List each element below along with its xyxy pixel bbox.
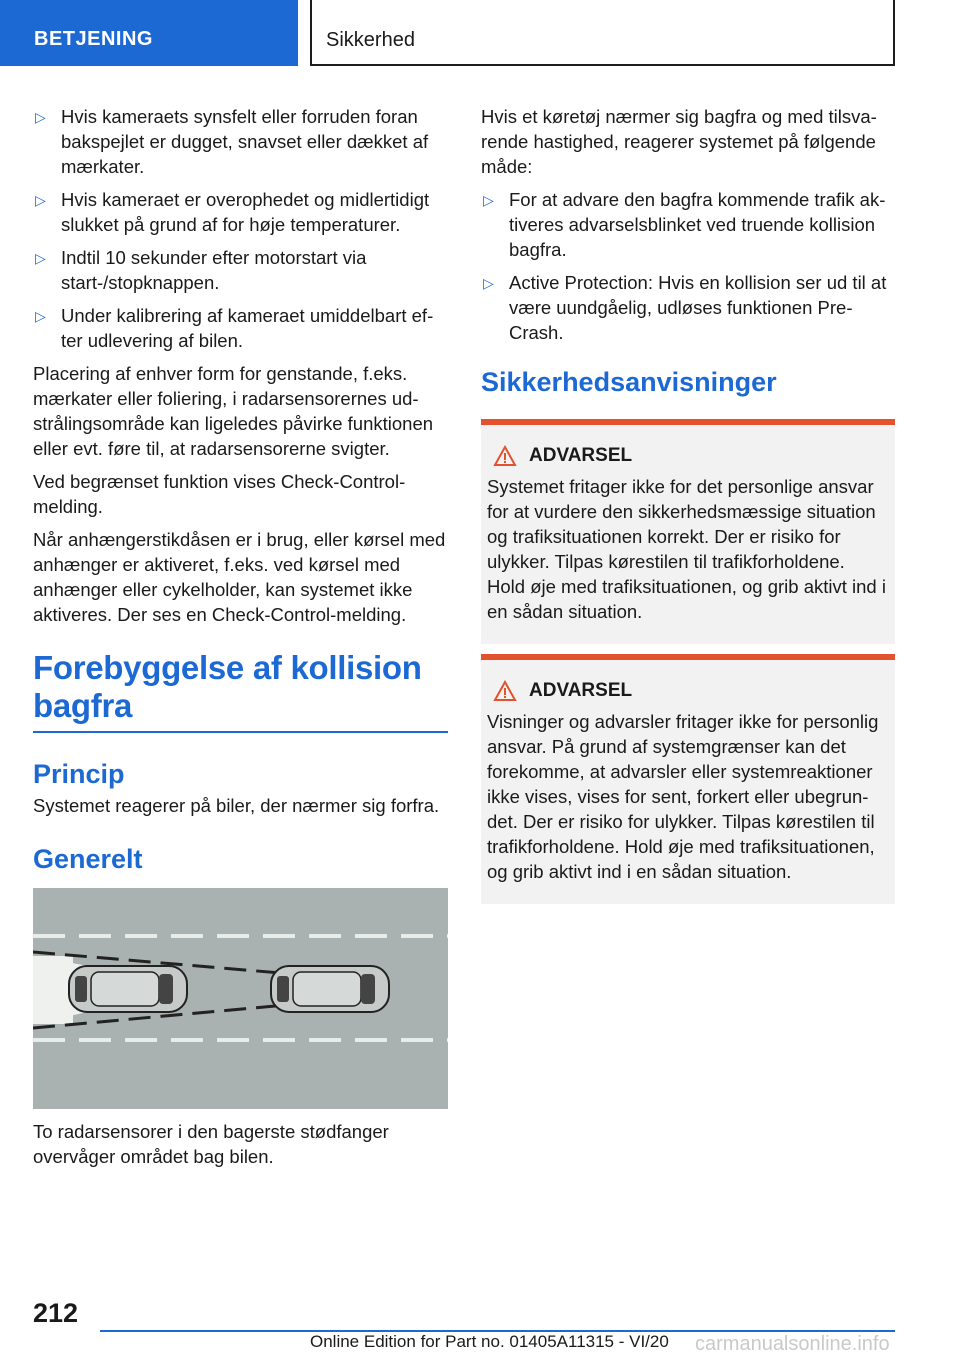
- triangle-right-icon: ▷: [35, 308, 46, 324]
- warning-title: ADVARSEL: [529, 445, 633, 466]
- right-column: [481, 104, 895, 914]
- warning-triangle-icon: [493, 680, 517, 702]
- warning-text: Visninger og advarsler fritager ikke for personlig ansvar. På grund af systemgrænser kan det forekomme, at advarsler eller systemreaktioner ikke vises, vises for sent, forkert eller ubegrundet. Der er risiko for ulykker. Tilpas kørestilen til trafikforholdene. Hold øje med trafiksituationen, og grib aktivt ind i en sådan situation.: [487, 711, 879, 882]
- page-number: 212: [33, 1298, 79, 1328]
- paragraph: Placering af enhver form for genstande, f.eks. mærkater eller foliering, i radarsensorernes udstrålingsområde kan ligeledes påvirke funktionen eller evt. føre til, at radarsensorerne svigter.: [33, 363, 434, 459]
- general-heading: Generelt: [33, 844, 143, 874]
- paragraph: Når anhængerstikdåsen er i brug, eller kørsel med anhænger er aktiveret, f.eks. ved kørsel med anhænger eller cykelholder, kan systemet ikke aktiveres. Der ses en Check-Control-melding.: [33, 529, 446, 625]
- section-heading: Forebyggelse af kollision bagfra: [33, 649, 448, 733]
- radar-illustration: [33, 888, 448, 1109]
- chapter-title: Sikkerhed: [310, 0, 895, 66]
- car-icon: [69, 966, 187, 1012]
- bullet-list: [481, 187, 895, 345]
- triangle-right-icon: ▷: [483, 192, 494, 208]
- watermark: carmanualsonline.info: [695, 1333, 890, 1355]
- paragraph: Ved begrænset funktion vises Check-Control-melding.: [33, 471, 406, 517]
- radar-diagram: [33, 888, 448, 1109]
- page-header: [0, 0, 960, 66]
- car-icon: [271, 966, 389, 1012]
- section-tab[interactable]: BETJENING: [0, 0, 298, 66]
- warning-box: [481, 654, 895, 904]
- intro-paragraph: Hvis et køretøj nærmer sig bagfra og med tilsvarende hastighed, reagerer systemet på følgende måde:: [481, 106, 877, 177]
- warning-title: ADVARSEL: [529, 680, 633, 701]
- list-item: ▷ Under kalibrering af kameraet umiddelbart efter udlevering af bilen.: [35, 305, 434, 351]
- left-column: [33, 104, 448, 1169]
- list-item: ▷ Indtil 10 sekunder efter motorstart via start-/stopknappen.: [35, 247, 367, 293]
- warning-triangle-icon: [493, 445, 517, 467]
- warning-box: [481, 419, 895, 644]
- triangle-right-icon: ▷: [483, 275, 494, 291]
- list-item: ▷ Active Protection: Hvis en kollision ser ud til at være uundgåelig, udløses funktionen Pre-Crash.: [483, 272, 887, 343]
- principle-text: Systemet reagerer på biler, der nærmer sig forfra.: [33, 795, 440, 816]
- triangle-right-icon: ▷: [35, 192, 46, 208]
- figure-caption: To radarsensorer i den bagerste stødfanger overvåger området bag bilen.: [33, 1121, 389, 1167]
- list-item: ▷ Hvis kameraet er overophedet og midlertidigt slukket på grund af for høje temperaturer.: [35, 189, 430, 235]
- principle-heading: Princip: [33, 759, 125, 789]
- triangle-right-icon: ▷: [35, 109, 46, 125]
- list-item: ▷ Hvis kameraets synsfelt eller forruden foran bakspejlet er dugget, snavset eller dækket af mærkater.: [35, 106, 429, 177]
- triangle-right-icon: ▷: [35, 250, 46, 266]
- safety-heading: Sikkerhedsanvisninger: [481, 367, 777, 397]
- list-item: ▷ For at advare den bagfra kommende trafik aktiveres advarselsblinket ved truende kollision bagfra.: [483, 189, 886, 260]
- warning-text: Systemet fritager ikke for det personlige ansvar for at vurdere den sikkerhedsmæssige situation og trafiksituationen korrekt. Der er risiko for ulykker. Tilpas kørestilen til trafikforholdene. Hold øje med trafiksituationen, og grib aktivt ind i en sådan situation.: [487, 476, 886, 622]
- bullet-list: [33, 104, 448, 353]
- edition-text: Online Edition for Part no. 01405A11315 - VI/20: [310, 1332, 669, 1351]
